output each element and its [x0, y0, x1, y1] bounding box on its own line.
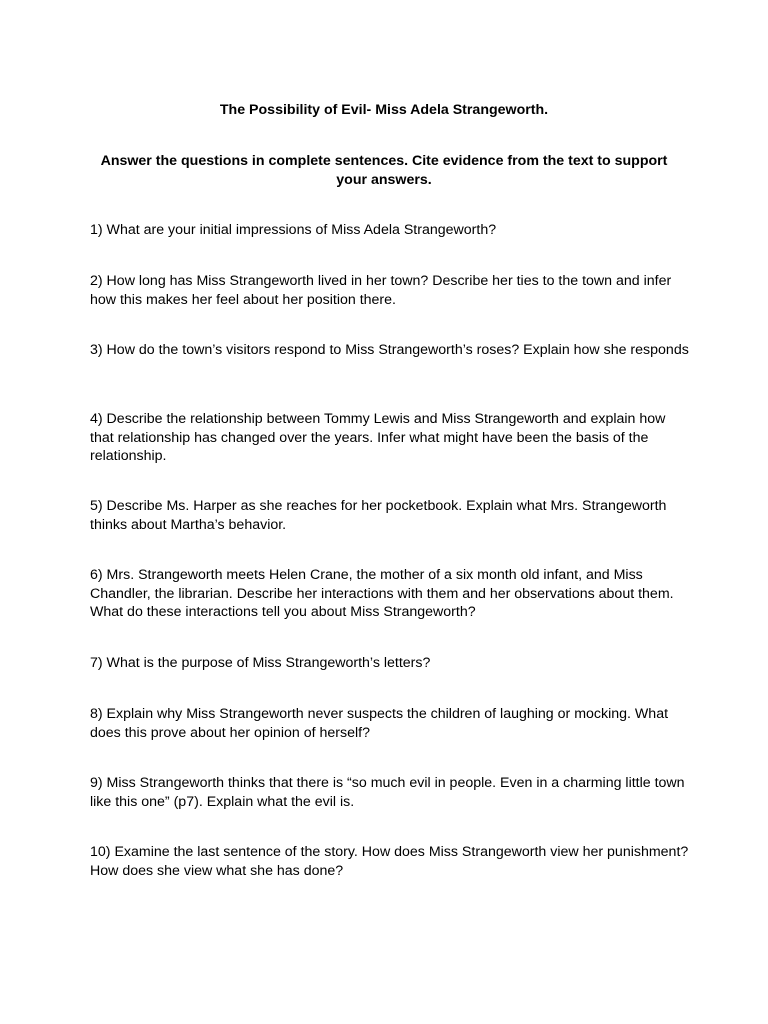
question-3: 3) How do the town’s visitors respond to Miss Strangeworth’s roses? Explain how she responds: [90, 342, 689, 358]
question-2: 2) How long has Miss Strangeworth lived in her town? Describe her ties to the town and infer how this makes her feel about her position there.: [90, 273, 672, 308]
question-1: 1) What are your initial impressions of Miss Adela Strangeworth?: [90, 222, 497, 238]
question-6: 6) Mrs. Strangeworth meets Helen Crane, the mother of a six month old infant, and Miss Chandler, the librarian. Describe her interactions with them and her observations about them. What do these interactions tell you about Miss Strangeworth?: [90, 567, 674, 620]
instructions: Answer the questions in complete sentences. Cite evidence from the text to support your answers.: [100, 153, 668, 188]
question-10: 10) Examine the last sentence of the story. How does Miss Strangeworth view her punishment? How does she view what she has done?: [90, 844, 689, 879]
question-4: 4) Describe the relationship between Tommy Lewis and Miss Strangeworth and explain how that relationship has changed over the years. Infer what might have been the basis of the relationship.: [90, 411, 666, 464]
question-5: 5) Describe Ms. Harper as she reaches for her pocketbook. Explain what Mrs. Strangeworth thinks about Martha’s behavior.: [90, 498, 667, 533]
document-title: The Possibility of Evil- Miss Adela Strangeworth.: [219, 102, 549, 118]
question-8: 8) Explain why Miss Strangeworth never suspects the children of laughing or mocking. What does this prove about her opinion of herself?: [90, 706, 669, 741]
question-7: 7) What is the purpose of Miss Strangeworth’s letters?: [90, 655, 431, 671]
question-9: 9) Miss Strangeworth thinks that there is “so much evil in people. Even in a charming little town like this one” (p7). Explain what the evil is.: [90, 775, 685, 810]
